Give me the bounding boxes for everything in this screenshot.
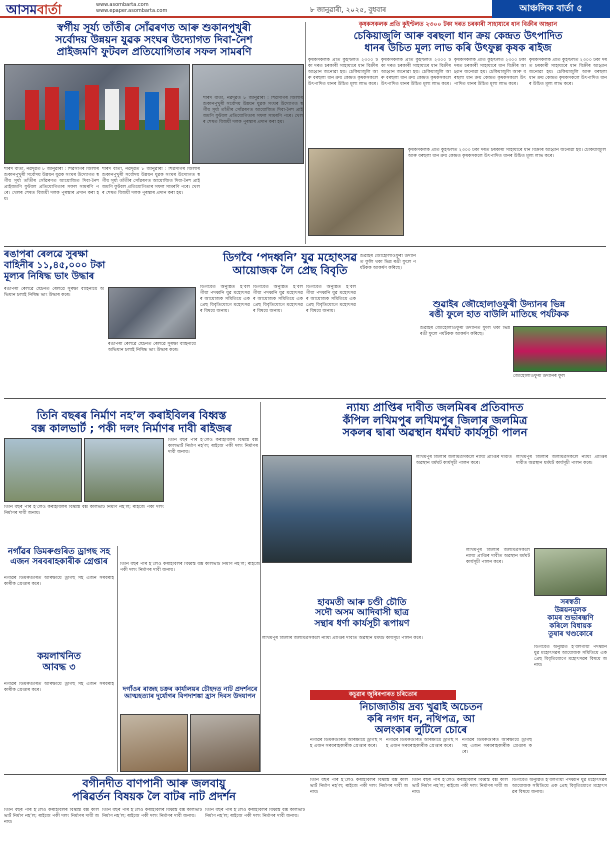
story12-headline: সৰস্বতী উন্নয়নমূলক কামৰ শুভাৰম্ভণি কৰিলে বিধায়ক তুষাৰ খণ্ডকোৰে xyxy=(547,598,594,639)
website-urls: www.asombarta.com www.epaper.asombarta.com xyxy=(96,2,168,14)
story13-headline: নিচাজাতীয় দ্ৰব্য খুৱাই অচেতন কৰি নগদ ধন, নথিপত্ৰ, আ অলংকাৰ লুটিলে চোৰে xyxy=(359,702,483,736)
story14-headline: বগীনদীত বাণপানী আৰু জলবায়ু পৰিৱৰ্তন বিষয়ক লৈ বাটৰ নাট প্ৰদৰ্শন xyxy=(72,777,236,803)
story2-body-a: কৃষকসকলক প্ৰতি কুইণ্টলত ২৩০০ টকা দৰত চৰকাৰী সাহায্যৰে ধান বিক্ৰীৰ আহ্বান জনোৱা হয়। চেকিয়াজুলি আৰু বৰছলা ধান ক্ৰয় কেন্দ্ৰত কৃষকসকলে উৎপাদিত ধানৰ উচিত মূল্য লাভ কৰে। xyxy=(308,58,378,87)
story13-body-a: নগাঁৱৰ ডিমৰুগুৰিত আৰক্ষীয়ে ড্ৰাগছ সহ এজন সৰবৰাহকাৰীক গ্ৰেপ্তাৰ কৰে। xyxy=(310,738,382,749)
divider xyxy=(4,774,606,775)
story11-body: তিনি বছৰ পাৰ হ’লেও কৰাইবিলৰ বিধ্বস্ত বক্স কালভাৰ্ট নিৰ্মাণ নহ’ল; ৰাইজে পকী দলং নিৰ্মাণৰ দাবী জনায়। xyxy=(120,562,260,573)
drama-photo-1 xyxy=(120,714,188,772)
story9-body: নগাঁৱৰ ডিমৰুগুৰিত আৰক্ষীয়ে ড্ৰাগছ সহ এজন সৰবৰাহকাৰীক গ্ৰেপ্তাৰ কৰে। xyxy=(4,682,114,693)
story8-body: নগাঁৱৰ ডিমৰুগুৰিত আৰক্ষীয়ে ড্ৰাগছ সহ এজন সৰবৰাহকাৰীক গ্ৰেপ্তাৰ কৰে। xyxy=(4,576,114,587)
story10-headline: হাবমতী আৰু চণ্ডী চৌতি সদৌ অসম আদিবাসী ছাত্ৰ সন্থাৰ ধৰ্ণা কাৰ্যসূচী ৰূপায়ণ xyxy=(314,598,410,629)
story5-body-a: শুৱাইৰ জৌহোলাওফুৰী উদ্যানত ফুলি থকা ভিন্ন ৰঙী ফুলে পৰ্যটকক আকৰ্ষণ কৰিছে। xyxy=(360,254,416,271)
story2-body-c: কৃষকসকলক প্ৰতি কুইণ্টলত ২৩০০ টকা দৰত চৰকাৰী সাহায্যৰে ধান বিক্ৰীৰ আহ্বান জনোৱা হয়। চেকিয়াজুলি আৰু বৰছলা ধান ক্ৰয় কেন্দ্ৰত কৃষকসকলে উৎপাদিত ধানৰ উচিত মূল্য লাভ কৰে। xyxy=(454,58,526,87)
drama-photo-2 xyxy=(190,714,260,772)
story14-body-e: তিনি বছৰ পাৰ হ’লেও কৰাইবিলৰ বিধ্বস্ত বক্স কালভাৰ্ট নিৰ্মাণ নহ’ল; ৰাইজে পকী দলং নিৰ্মাণৰ দাবী জনায়। xyxy=(412,778,508,795)
story14-body-f: ডিগবৈত অনুষ্ঠিত হ’বলগীয়া পদধ্বনি যুৱ মহোৎসৱৰ আয়োজক সমিতিয়ে এক প্ৰেছ বিবৃতিযোগে মহোৎসৱৰ বিষয়ে জনায়। xyxy=(512,778,607,795)
newspaper-logo: আসমবার্তা xyxy=(6,3,62,18)
story3-headline: ৰঙাপৰা ৰেলৱে সুৰক্ষা বাহিনীৰ ১১,৪৫,০০০ টকা মূল্যৰ নিষিদ্ধ ভাং উদ্ধাৰ xyxy=(4,249,106,282)
story5-caption: জৌহোলাওফুৰী উদ্যানৰ ফুল xyxy=(513,374,565,379)
story2-body-b: কৃষকসকলক প্ৰতি কুইণ্টলত ২৩০০ টকা দৰত চৰকাৰী সাহায্যৰে ধান বিক্ৰীৰ আহ্বান জনোৱা হয়। চেকিয়াজুলি আৰু বৰছলা ধান ক্ৰয় কেন্দ্ৰত কৃষকসকলে উৎপাদিত ধানৰ উচিত মূল্য লাভ কৰে। xyxy=(381,58,451,87)
issue-date: ৮ জানুৱাৰী, ২০২৫, বুধবাৰ xyxy=(310,6,387,14)
story14-body-d: তিনি বছৰ পাৰ হ’লেও কৰাইবিলৰ বিধ্বস্ত বক্স কালভাৰ্ট নিৰ্মাণ নহ’ল; ৰাইজে পকী দলং নিৰ্মাণৰ দাবী জনায়। xyxy=(310,778,408,795)
divider xyxy=(4,246,606,247)
flower-garden-photo xyxy=(513,326,607,372)
story12-body: ডিগবৈত অনুষ্ঠিত হ’বলগীয়া পদধ্বনি যুৱ মহোৎসৱৰ আয়োজক সমিতিয়ে এক প্ৰেছ বিবৃতিযোগে মহোৎসৱৰ বিষয়ে জনায়। xyxy=(534,645,607,668)
culvert-photo-1 xyxy=(4,438,82,502)
story3-body-b: ৰঙাপৰা ৰেলৱে ষ্টেচনত ৰেলৱে সুৰক্ষা বাহিনীয়ে অভিযান চলাই নিষিদ্ধ ভাং উদ্ধাৰ কৰে। xyxy=(108,342,196,353)
story5-headline: শুৱাইৰ জৌহোলাওফুৰী উদ্যানৰ ভিন্ন ৰঙী ফুলে হাত বাউলি মাতিছে পৰ্যটকক xyxy=(429,300,569,321)
story8-headline: নগাঁৱৰ ডিমৰুগুৰিত ড্ৰাগছ সহ এজন সৰবৰাহকাৰীক গ্ৰেপ্তাৰ xyxy=(7,547,111,567)
divider xyxy=(305,22,306,244)
story14-body-c: তিনি বছৰ পাৰ হ’লেও কৰাইবিলৰ বিধ্বস্ত বক্স কালভাৰ্ট নিৰ্মাণ নহ’ল; ৰাইজে পকী দলং নিৰ্মাণৰ দাবী জনায়। xyxy=(205,808,305,819)
story6-body-a: লখিমপুৰ জিলাৰ জলমিত্ৰসকলে ন্যায্য প্ৰাপ্তিৰ দাবীত অৱস্থান ধৰ্মঘট কাৰ্যসূচী পালন কৰে। xyxy=(416,455,512,466)
story5-body-b: শুৱাইৰ জৌহোলাওফুৰী উদ্যানত ফুলি থকা ভিন্ন ৰঙী ফুলে পৰ্যটকক আকৰ্ষণ কৰিছে। xyxy=(420,326,510,337)
story7-body-b: তিনি বছৰ পাৰ হ’লেও কৰাইবিলৰ বিধ্বস্ত বক্স কালভাৰ্ট নিৰ্মাণ নহ’ল; ৰাইজে পকী দলং নিৰ্মাণৰ দাবী জনায়। xyxy=(4,505,164,516)
story10-body: লখিমপুৰ জিলাৰ জলমিত্ৰসকলে ন্যায্য প্ৰাপ্তিৰ দাবীত অৱস্থান ধৰ্মঘট কাৰ্যসূচী পালন কৰে। xyxy=(262,636,423,641)
culvert-photo-2 xyxy=(84,438,164,502)
story2-kicker: কৃষকসকলক প্ৰতি কুইণ্টলত ২৩০০ টকা দৰত চৰকাৰী সাহায্যৰে ধান বিক্ৰীৰ আহ্বান xyxy=(358,21,558,28)
story7-headline: তিনি বছৰৰ নিৰ্মাণ নহ’ল কৰাইবিলৰ বিধ্বস্ত বক্স কালভাৰ্ট ; পকী দলং নিৰ্মাণৰ দাবী ৰাইজৰ xyxy=(31,409,232,435)
jalmitra-protest-photo xyxy=(262,455,412,563)
story1-headline: স্বৰ্গীয় সূৰ্য্য তাঁতীৰ সোঁৱৰণত আৰু শুকানপুখুৰী সৰ্বোদয় উন্নয়ন যুৱক সংঘৰ উদ্যোগত দিবা-নৈশ প্ৰাইজমণি ফুটবল প্ৰতিযোগিতাৰ সফল সামৰণি xyxy=(55,22,253,59)
story4-headline: ডিগবৈ ‘পদধ্বনি’ যুৱ মহোৎসৱ আয়োজক লৈ প্ৰেছ বিবৃতি xyxy=(223,251,357,277)
story13-kicker: কচুৱাৰ জুৰিৰপাৰত চৰিতোৰ xyxy=(310,690,456,700)
story9-headline: কয়লাখনিত আবদ্ধ ৩ xyxy=(37,651,81,673)
story14-body-b: তিনি বছৰ পাৰ হ’লেও কৰাইবিলৰ বিধ্বস্ত বক্স কালভাৰ্ট নিৰ্মাণ নহ’ল; ৰাইজে পকী দলং নিৰ্মাণৰ দাবী জনায়। xyxy=(102,808,202,819)
story3-body-a: ৰঙাপৰা ৰেলৱে ষ্টেচনত ৰেলৱে সুৰক্ষা বাহিনীয়ে অভিযান চলাই নিষিদ্ধ ভাং উদ্ধাৰ কৰে। xyxy=(4,287,104,298)
story1-body-c: শাৰদ বাৰ্তা, নৱদূৱত ৮ জানুৱাৰী : শিৱসাগৰ জিলাৰ শুকানপুখুৰী সৰ্বোদয় উন্নয়ন যুৱক সংঘৰ উদ্যোগত স্বৰ্গীয় সূৰ্য্য তাঁতীৰ সোঁৱৰণত আয়োজিত দিবা-নৈশ প্ৰাইজমণি ফুটবল প্ৰতিযোগিতাৰ সফল সামৰণি পৰে। খেলৰ শেষত বিজয়ী দলক পুৰস্কাৰ প্ৰদান কৰা হয়। xyxy=(203,96,303,125)
story6-headline: ন্যায্য প্ৰাপ্তিৰ দাবীত জলমিৰৰ প্ৰতিবাদত কঁপিল লখিমপুৰ লখিমপুৰ জিলাৰ জলমিত্ৰ সকলৰ দ্বাৰা অৱস্থান ধৰ্মঘট কাৰ্যসূচী পালন xyxy=(342,401,528,440)
football-team-photo xyxy=(4,64,190,164)
story4-body-c: ডিগবৈত অনুষ্ঠিত হ’বলগীয়া পদধ্বনি যুৱ মহোৎসৱৰ আয়োজক সমিতিয়ে এক প্ৰেছ বিবৃতিযোগে মহোৎসৱৰ বিষয়ে জনায়। xyxy=(306,285,356,314)
story1-body-b: শাৰদ বাৰ্তা, নৱদূৱত ৮ জানুৱাৰী : শিৱসাগৰ জিলাৰ শুকানপুখুৰী সৰ্বোদয় উন্নয়ন যুৱক সংঘৰ উদ্যোগত স্বৰ্গীয় সূৰ্য্য তাঁতীৰ সোঁৱৰণত আয়োজিত দিবা-নৈশ প্ৰাইজমণি ফুটবল প্ৰতিযোগিতাৰ সফল সামৰণি পৰে। খেলৰ শেষত বিজয়ী দলক পুৰস্কাৰ প্ৰদান কৰা হয়। xyxy=(102,167,200,196)
story1-body-a: শাৰদ বাৰ্তা, নৱদূৱত ৮ জানুৱাৰী : শিৱসাগৰ জিলাৰ শুকানপুখুৰী সৰ্বোদয় উন্নয়ন যুৱক সংঘৰ উদ্যোগত স্বৰ্গীয় সূৰ্য্য তাঁতীৰ সোঁৱৰণত আয়োজিত দিবা-নৈশ প্ৰাইজমণি ফুটবল প্ৰতিযোগিতাৰ সফল সামৰণি পৰে। খেলৰ শেষত বিজয়ী দলক পুৰস্কাৰ প্ৰদান কৰা হয়। xyxy=(4,167,99,202)
story13-body-c: নগাঁৱৰ ডিমৰুগুৰিত আৰক্ষীয়ে ড্ৰাগছ সহ এজন সৰবৰাহকাৰীক গ্ৰেপ্তাৰ কৰে। xyxy=(462,738,532,755)
story4-body-b: ডিগবৈত অনুষ্ঠিত হ’বলগীয়া পদধ্বনি যুৱ মহোৎসৱৰ আয়োজক সমিতিয়ে এক প্ৰেছ বিবৃতিযোগে মহোৎসৱৰ বিষয়ে জনায়। xyxy=(253,285,303,314)
story13-body-b: নগাঁৱৰ ডিমৰুগুৰিত আৰক্ষীয়ে ড্ৰাগছ সহ এজন সৰবৰাহকাৰীক গ্ৰেপ্তাৰ কৰে। xyxy=(386,738,458,749)
development-work-photo xyxy=(534,548,607,596)
divider xyxy=(260,402,261,772)
seized-cannabis-photo xyxy=(108,287,196,339)
story10-body-b: লখিমপুৰ জিলাৰ জলমিত্ৰসকলে ন্যায্য প্ৰাপ্তিৰ দাবীত অৱস্থান ধৰ্মঘট কাৰ্যসূচী পালন কৰে। xyxy=(466,548,530,565)
section-label: আঞ্চলিক বাৰ্তা ৫ xyxy=(492,0,610,18)
story2-body-e: কৃষকসকলক প্ৰতি কুইণ্টলত ২৩০০ টকা দৰত চৰকাৰী সাহায্যৰে ধান বিক্ৰীৰ আহ্বান জনোৱা হয়। চেকিয়াজুলি আৰু বৰছলা ধান ক্ৰয় কেন্দ্ৰত কৃষকসকলে উৎপাদিত ধানৰ উচিত মূল্য লাভ কৰে। xyxy=(408,148,606,159)
paddy-procurement-photo xyxy=(308,148,404,236)
story7-body-a: তিনি বছৰ পাৰ হ’লেও কৰাইবিলৰ বিধ্বস্ত বক্স কালভাৰ্ট নিৰ্মাণ নহ’ল; ৰাইজে পকী দলং নিৰ্মাণৰ দাবী জনায়। xyxy=(168,438,258,455)
story6-body-b: লখিমপুৰ জিলাৰ জলমিত্ৰসকলে ন্যায্য প্ৰাপ্তিৰ দাবীত অৱস্থান ধৰ্মঘট কাৰ্যসূচী পালন কৰে। xyxy=(516,455,607,466)
divider xyxy=(117,546,118,772)
story14-body-a: তিনি বছৰ পাৰ হ’লেও কৰাইবিলৰ বিধ্বস্ত বক্স কালভাৰ্ট নিৰ্মাণ নহ’ল; ৰাইজে পকী দলং নিৰ্মাণৰ দাবী জনায়। xyxy=(4,808,99,825)
story11-headline: দগাঁওৰ ৰাজহ চক্ৰৰ কাৰ্যালয়ৰ চৌহদত নাট প্ৰদৰ্শনৰে আত্মহত্যাৰ দুৰ্যোগৰ বিপদাশঙ্কা হ্ৰাস দিবস উদযাপন xyxy=(122,685,258,701)
story2-body-d: কৃষকসকলক প্ৰতি কুইণ্টলত ২৩০০ টকা দৰত চৰকাৰী সাহায্যৰে ধান বিক্ৰীৰ আহ্বান জনোৱা হয়। চেকিয়াজুলি আৰু বৰছলা ধান ক্ৰয় কেন্দ্ৰত কৃষকসকলে উৎপাদিত ধানৰ উচিত মূল্য লাভ কৰে। xyxy=(529,58,607,87)
story2-headline: চেকিয়াজুলি আৰু বৰছলা ধান ক্ৰয় কেন্দ্ৰত উৎপাদিত ধানৰ উচিত মূল্য লাভ কৰি উৎফুল্ল কৃষক ৰাইজ xyxy=(353,31,563,54)
divider xyxy=(4,398,606,399)
story4-body-a: ডিগবৈত অনুষ্ঠিত হ’বলগীয়া পদধ্বনি যুৱ মহোৎসৱৰ আয়োজক সমিতিয়ে এক প্ৰেছ বিবৃতিযোগে মহোৎসৱৰ বিষয়ে জনায়। xyxy=(200,285,250,314)
